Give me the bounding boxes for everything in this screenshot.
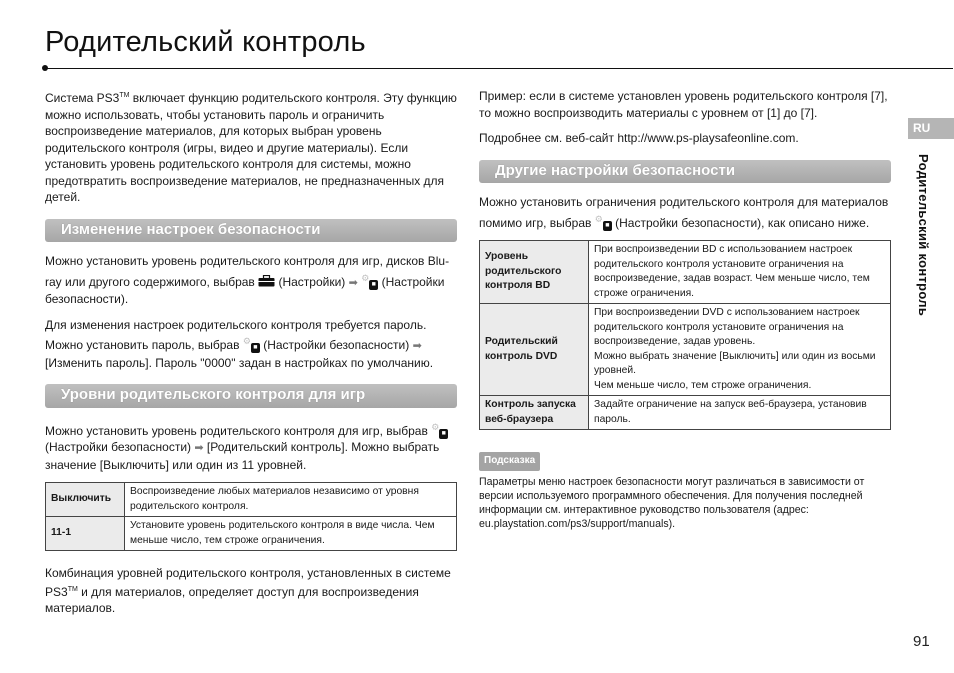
settings-gear-icon: ⚙: [242, 336, 251, 346]
other-settings-paragraph: Можно установить ограничения родительского контроля для материалов помимо игр, выбрав ⚙■ (Настройки безопасности), как описано ниже.: [479, 195, 889, 230]
table-key-cell: 11-1: [46, 517, 125, 551]
table-key-cell: Контроль запуска веб-браузера: [480, 396, 589, 430]
right-arrow-icon: ➡: [348, 276, 358, 289]
table-row: [46, 517, 457, 551]
lock-icon: ■: [369, 280, 378, 290]
lock-icon: ■: [251, 343, 260, 353]
hint-badge: Подсказка: [479, 452, 540, 471]
table-row: [46, 483, 457, 517]
example-paragraph: Пример: если в системе установлен уровень родительского контроля [7], то можно воспроизводить материалы с уровнем от [1] до [7].: [479, 89, 888, 120]
security-settings-paragraph-2: Для изменения настроек родительского контроля требуется пароль. Можно установить пароль, выбрав ⚙■ (Настройки безопасности) ➡ [Изменить пароль]. Пароль "0000" задан в настройках по умолчанию.: [45, 317, 434, 370]
intro-paragraph: Система PS3™ включает функцию родительского контроля. Эту функцию можно использовать, чтобы установить пароль и ограничить воспроизведение материалов, для которых выбран уровень родительского контроля (игры, видео и другие материалы). Если установить уровень родительского контроля для системы, можно предотвратить воспроизведение материалов, не предназначенных для детей.: [45, 91, 457, 204]
right-arrow-icon: ➡: [412, 340, 422, 352]
table-value-cell: Задайте ограничение на запуск веб-браузера, установив пароль.: [589, 396, 891, 430]
section-heading-security-settings: Изменение настроек безопасности: [45, 219, 457, 243]
page-title: Родительский контроль: [45, 26, 366, 58]
table-row: [480, 304, 891, 396]
language-tab: RU: [908, 118, 954, 139]
game-levels-table: [45, 482, 457, 551]
page-number: 91: [913, 633, 930, 650]
section-heading-game-levels: Уровни родительского контроля для игр: [45, 384, 457, 408]
settings-gear-icon: ⚙: [594, 213, 603, 224]
table-value-cell: Воспроизведение любых материалов независимо от уровня родительского контроля.: [125, 483, 457, 517]
settings-gear-icon: ⚙: [361, 272, 370, 283]
right-column: [479, 88, 891, 531]
game-levels-paragraph: Можно установить уровень родительского контроля для игр, выбрав ⚙■ (Настройки безопасности) ➡ [Родительский контроль]. Можно выбрать значение [Выключить] или один из 11 уровней.: [45, 419, 457, 474]
title-rule: [45, 68, 953, 69]
right-arrow-icon: ➡: [194, 442, 204, 454]
toolbox-icon: [258, 275, 275, 287]
left-column: [45, 88, 457, 626]
table-value-cell: При воспроизведении DVD с использованием настроек родительского контроля установите ограничения на воспроизведение, задав уровень. Можно выбрать значение [Выключить] или один из восьми уровней. Чем меньше число, тем строже ограничения.: [589, 304, 891, 396]
table-key-cell: Выключить: [46, 483, 125, 517]
section-heading-other-settings: Другие настройки безопасности: [479, 160, 891, 184]
game-levels-outro: Комбинация уровней родительского контроля, установленных в системе PS3™ и для материалов, определяет доступ для воспроизведения материалов.: [45, 566, 451, 615]
hint-text: Параметры меню настроек безопасности могут различаться в зависимости от версии используемого программного обеспечения. Для получения последней информации см. интерактивное руководство пользователя (адрес: eu.playstation.com/ps3/support/manuals).: [479, 475, 865, 530]
table-value-cell: При воспроизведении BD с использованием настроек родительского контроля установите ограничения на воспроизведение, задав возраст. Чем меньше число, тем строже ограничения.: [589, 241, 891, 304]
table-row: [480, 396, 891, 430]
security-settings-paragraph-1: Можно установить уровень родительского контроля для игр, дисков Blu-ray или другого содержимого, выбрав (Настройки) ➡ ⚙■ (Настройки безопасности).: [45, 254, 450, 306]
other-settings-table: [479, 240, 891, 430]
lock-icon: ■: [603, 221, 612, 231]
more-info-paragraph: Подробнее см. веб-сайт http://www.ps-playsafeonline.com.: [479, 131, 799, 145]
table-key-cell: Уровень родительского контроля BD: [480, 241, 589, 304]
table-key-cell: Родительский контроль DVD: [480, 304, 589, 396]
table-row: [480, 241, 891, 304]
side-section-label: Родительский контроль: [916, 154, 931, 317]
settings-gear-icon: ⚙: [431, 421, 440, 432]
table-value-cell: Установите уровень родительского контроля в виде числа. Чем меньше число, тем строже ограничения.: [125, 517, 457, 551]
lock-icon: ■: [439, 429, 448, 439]
